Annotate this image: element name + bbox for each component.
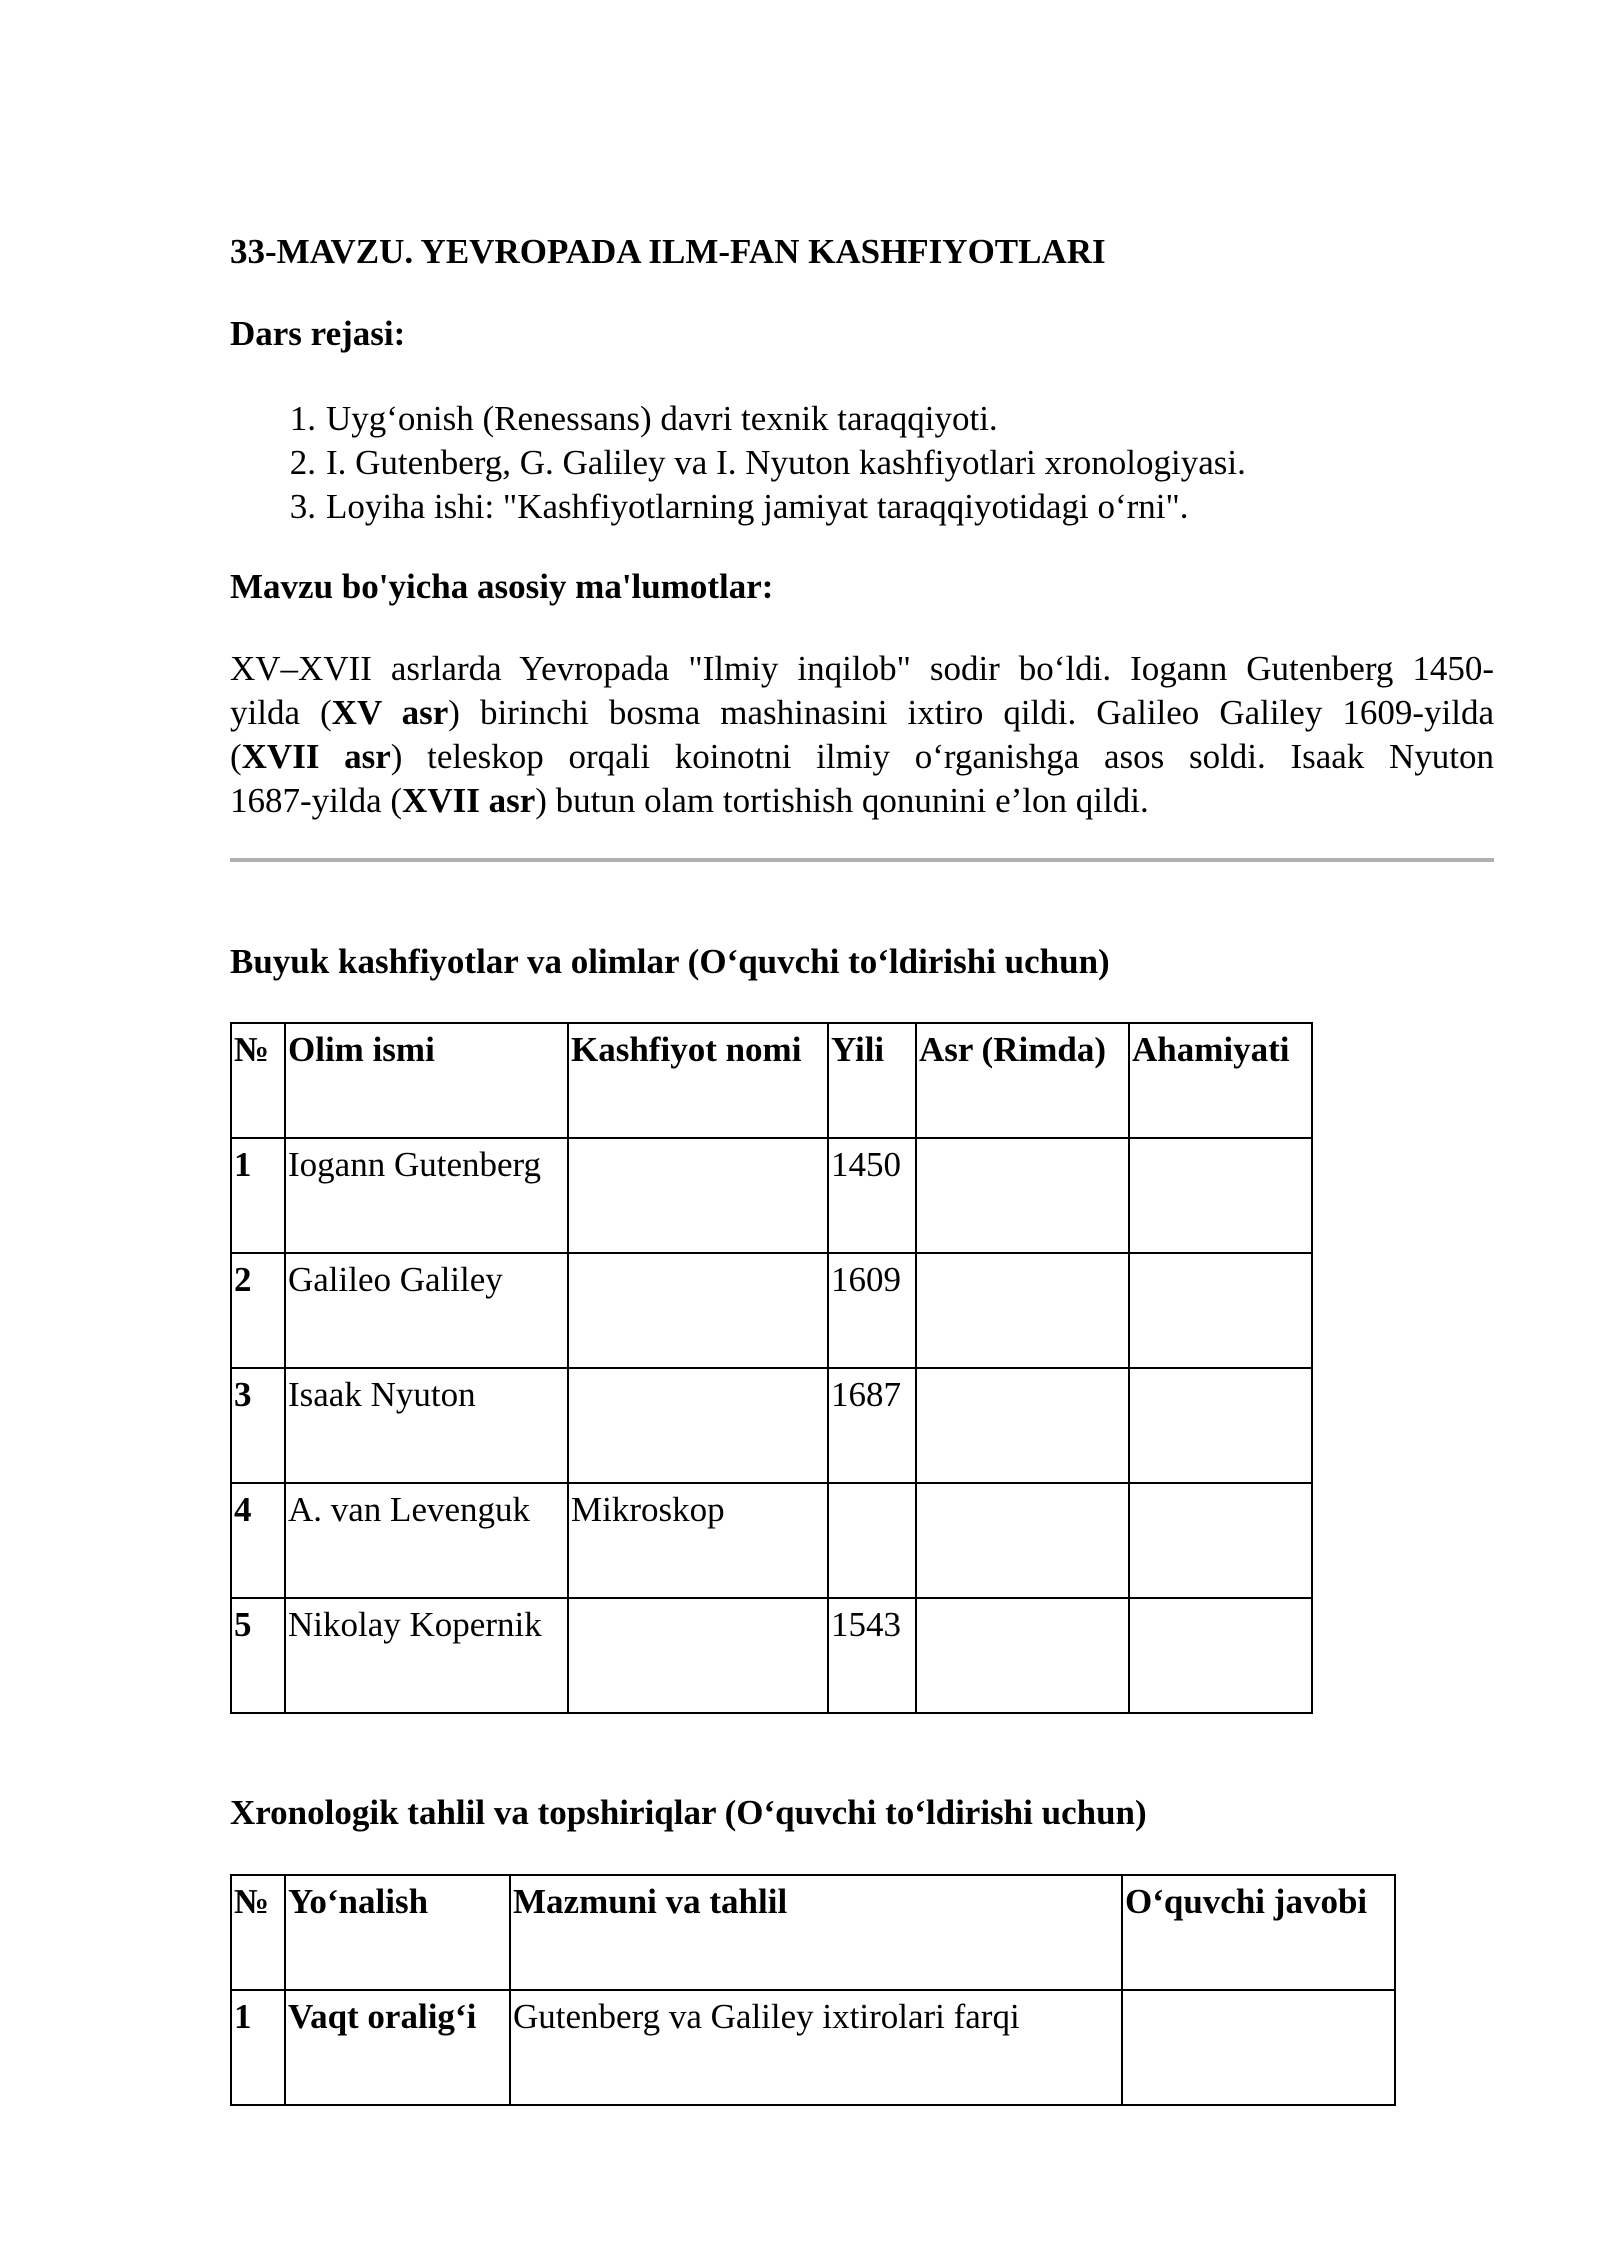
main-info-heading: Mavzu bo'yicha asosiy ma'lumotlar: — [230, 567, 774, 606]
century-cell[interactable] — [916, 1598, 1129, 1713]
table-header-row — [231, 1023, 1312, 1138]
text-run: ( — [230, 737, 242, 776]
discovery-name-cell[interactable] — [568, 1253, 828, 1368]
year-cell: 1543 — [828, 1598, 916, 1713]
column-header: Yo‘nalish — [285, 1875, 510, 1990]
table-header-row — [231, 1875, 1395, 1990]
year-cell[interactable] — [828, 1483, 916, 1598]
discovery-name-cell[interactable] — [568, 1598, 828, 1713]
lesson-plan-list — [230, 397, 1246, 529]
chronology-table-heading: Xronologik tahlil va topshiriqlar (O‘quvchi to‘ldirishi uchun) — [230, 1793, 1147, 1832]
column-header: № — [231, 1023, 285, 1138]
student-answer-cell[interactable] — [1122, 1990, 1395, 2105]
row-number: 3 — [231, 1368, 285, 1483]
lesson-plan-heading: Dars rejasi: — [230, 314, 406, 353]
column-header: № — [231, 1875, 285, 1990]
chronology-table — [230, 1874, 1396, 2106]
text-run: ) teleskop orqali koinotni ilmiy o‘rganishga asos soldi. Isaak Nyuton — [390, 737, 1494, 776]
list-item-number: 3. — [289, 487, 316, 526]
table-row — [231, 1368, 1312, 1483]
content-analysis-cell: Gutenberg va Galiley ixtirolari farqi — [510, 1990, 1122, 2105]
century-bold: XVII asr — [241, 737, 391, 776]
row-number: 2 — [231, 1253, 285, 1368]
text-run: yilda ( — [230, 693, 332, 732]
century-cell[interactable] — [916, 1138, 1129, 1253]
text-run: ) butun olam tortishish qonunini e’lon qildi. — [535, 781, 1149, 820]
row-number: 1 — [231, 1138, 285, 1253]
year-cell: 1450 — [828, 1138, 916, 1253]
scientist-name-cell: Isaak Nyuton — [285, 1368, 568, 1483]
scientist-name-cell: Nikolay Kopernik — [285, 1598, 568, 1713]
significance-cell[interactable] — [1129, 1253, 1312, 1368]
significance-cell[interactable] — [1129, 1138, 1312, 1253]
list-item-text: Uyg‘onish (Renessans) davri texnik taraqqiyoti. — [326, 399, 998, 438]
discoveries-table — [230, 1022, 1313, 1714]
column-header: Olim ismi — [285, 1023, 568, 1138]
year-cell: 1609 — [828, 1253, 916, 1368]
discovery-name-cell[interactable] — [568, 1368, 828, 1483]
discovery-name-cell[interactable] — [568, 1138, 828, 1253]
text-run: ) birinchi bosma mashinasini ixtiro qildi. Galileo Galiley 1609-yilda — [448, 693, 1495, 732]
list-item-text: I. Gutenberg, G. Galiley va I. Nyuton kashfiyotlari xronologiyasi. — [326, 443, 1246, 482]
list-item-number: 2. — [289, 443, 316, 482]
row-number: 1 — [231, 1990, 285, 2105]
table-row — [231, 1598, 1312, 1713]
column-header: Mazmuni va tahlil — [510, 1875, 1122, 1990]
row-number: 5 — [231, 1598, 285, 1713]
row-number: 4 — [231, 1483, 285, 1598]
scientist-name-cell: A. van Levenguk — [285, 1483, 568, 1598]
column-header: O‘quvchi javobi — [1122, 1875, 1395, 1990]
paragraph-line — [230, 691, 1494, 735]
list-item — [230, 485, 1246, 529]
table-row — [231, 1138, 1312, 1253]
column-header: Kashfiyot nomi — [568, 1023, 828, 1138]
column-header: Asr (Rimda) — [916, 1023, 1129, 1138]
column-header: Yili — [828, 1023, 916, 1138]
table-row — [231, 1253, 1312, 1368]
main-info-paragraph — [230, 647, 1494, 823]
century-cell[interactable] — [916, 1253, 1129, 1368]
text-run: 1687-yilda ( — [230, 781, 403, 820]
page-title: 33-MAVZU. YEVROPADA ILM-FAN KASHFIYOTLARI — [230, 232, 1106, 271]
significance-cell[interactable] — [1129, 1368, 1312, 1483]
column-header: Ahamiyati — [1129, 1023, 1312, 1138]
discoveries-table-heading: Buyuk kashfiyotlar va olimlar (O‘quvchi to‘ldirishi uchun) — [230, 942, 1110, 981]
significance-cell[interactable] — [1129, 1483, 1312, 1598]
text-run: XV–XVII asrlarda Yevropada "Ilmiy inqilob" sodir bo‘ldi. Iogann Gutenberg 1450- — [230, 649, 1494, 688]
significance-cell[interactable] — [1129, 1598, 1312, 1713]
century-cell[interactable] — [916, 1483, 1129, 1598]
list-item — [230, 441, 1246, 485]
discovery-name-cell: Mikroskop — [568, 1483, 828, 1598]
list-item-number: 1. — [289, 399, 316, 438]
century-bold: XVII asr — [402, 781, 536, 820]
scientist-name-cell: Iogann Gutenberg — [285, 1138, 568, 1253]
scientist-name-cell: Galileo Galiley — [285, 1253, 568, 1368]
horizontal-divider — [230, 858, 1494, 862]
paragraph-line — [230, 647, 1494, 691]
century-cell[interactable] — [916, 1368, 1129, 1483]
direction-cell: Vaqt oralig‘i — [285, 1990, 510, 2105]
paragraph-line — [230, 779, 1494, 823]
table-row — [231, 1990, 1395, 2105]
table-row — [231, 1483, 1312, 1598]
paragraph-line — [230, 735, 1494, 779]
year-cell: 1687 — [828, 1368, 916, 1483]
century-bold: XV asr — [331, 693, 449, 732]
list-item — [230, 397, 1246, 441]
list-item-text: Loyiha ishi: "Kashfiyotlarning jamiyat taraqqiyotidagi o‘rni". — [326, 487, 1189, 526]
